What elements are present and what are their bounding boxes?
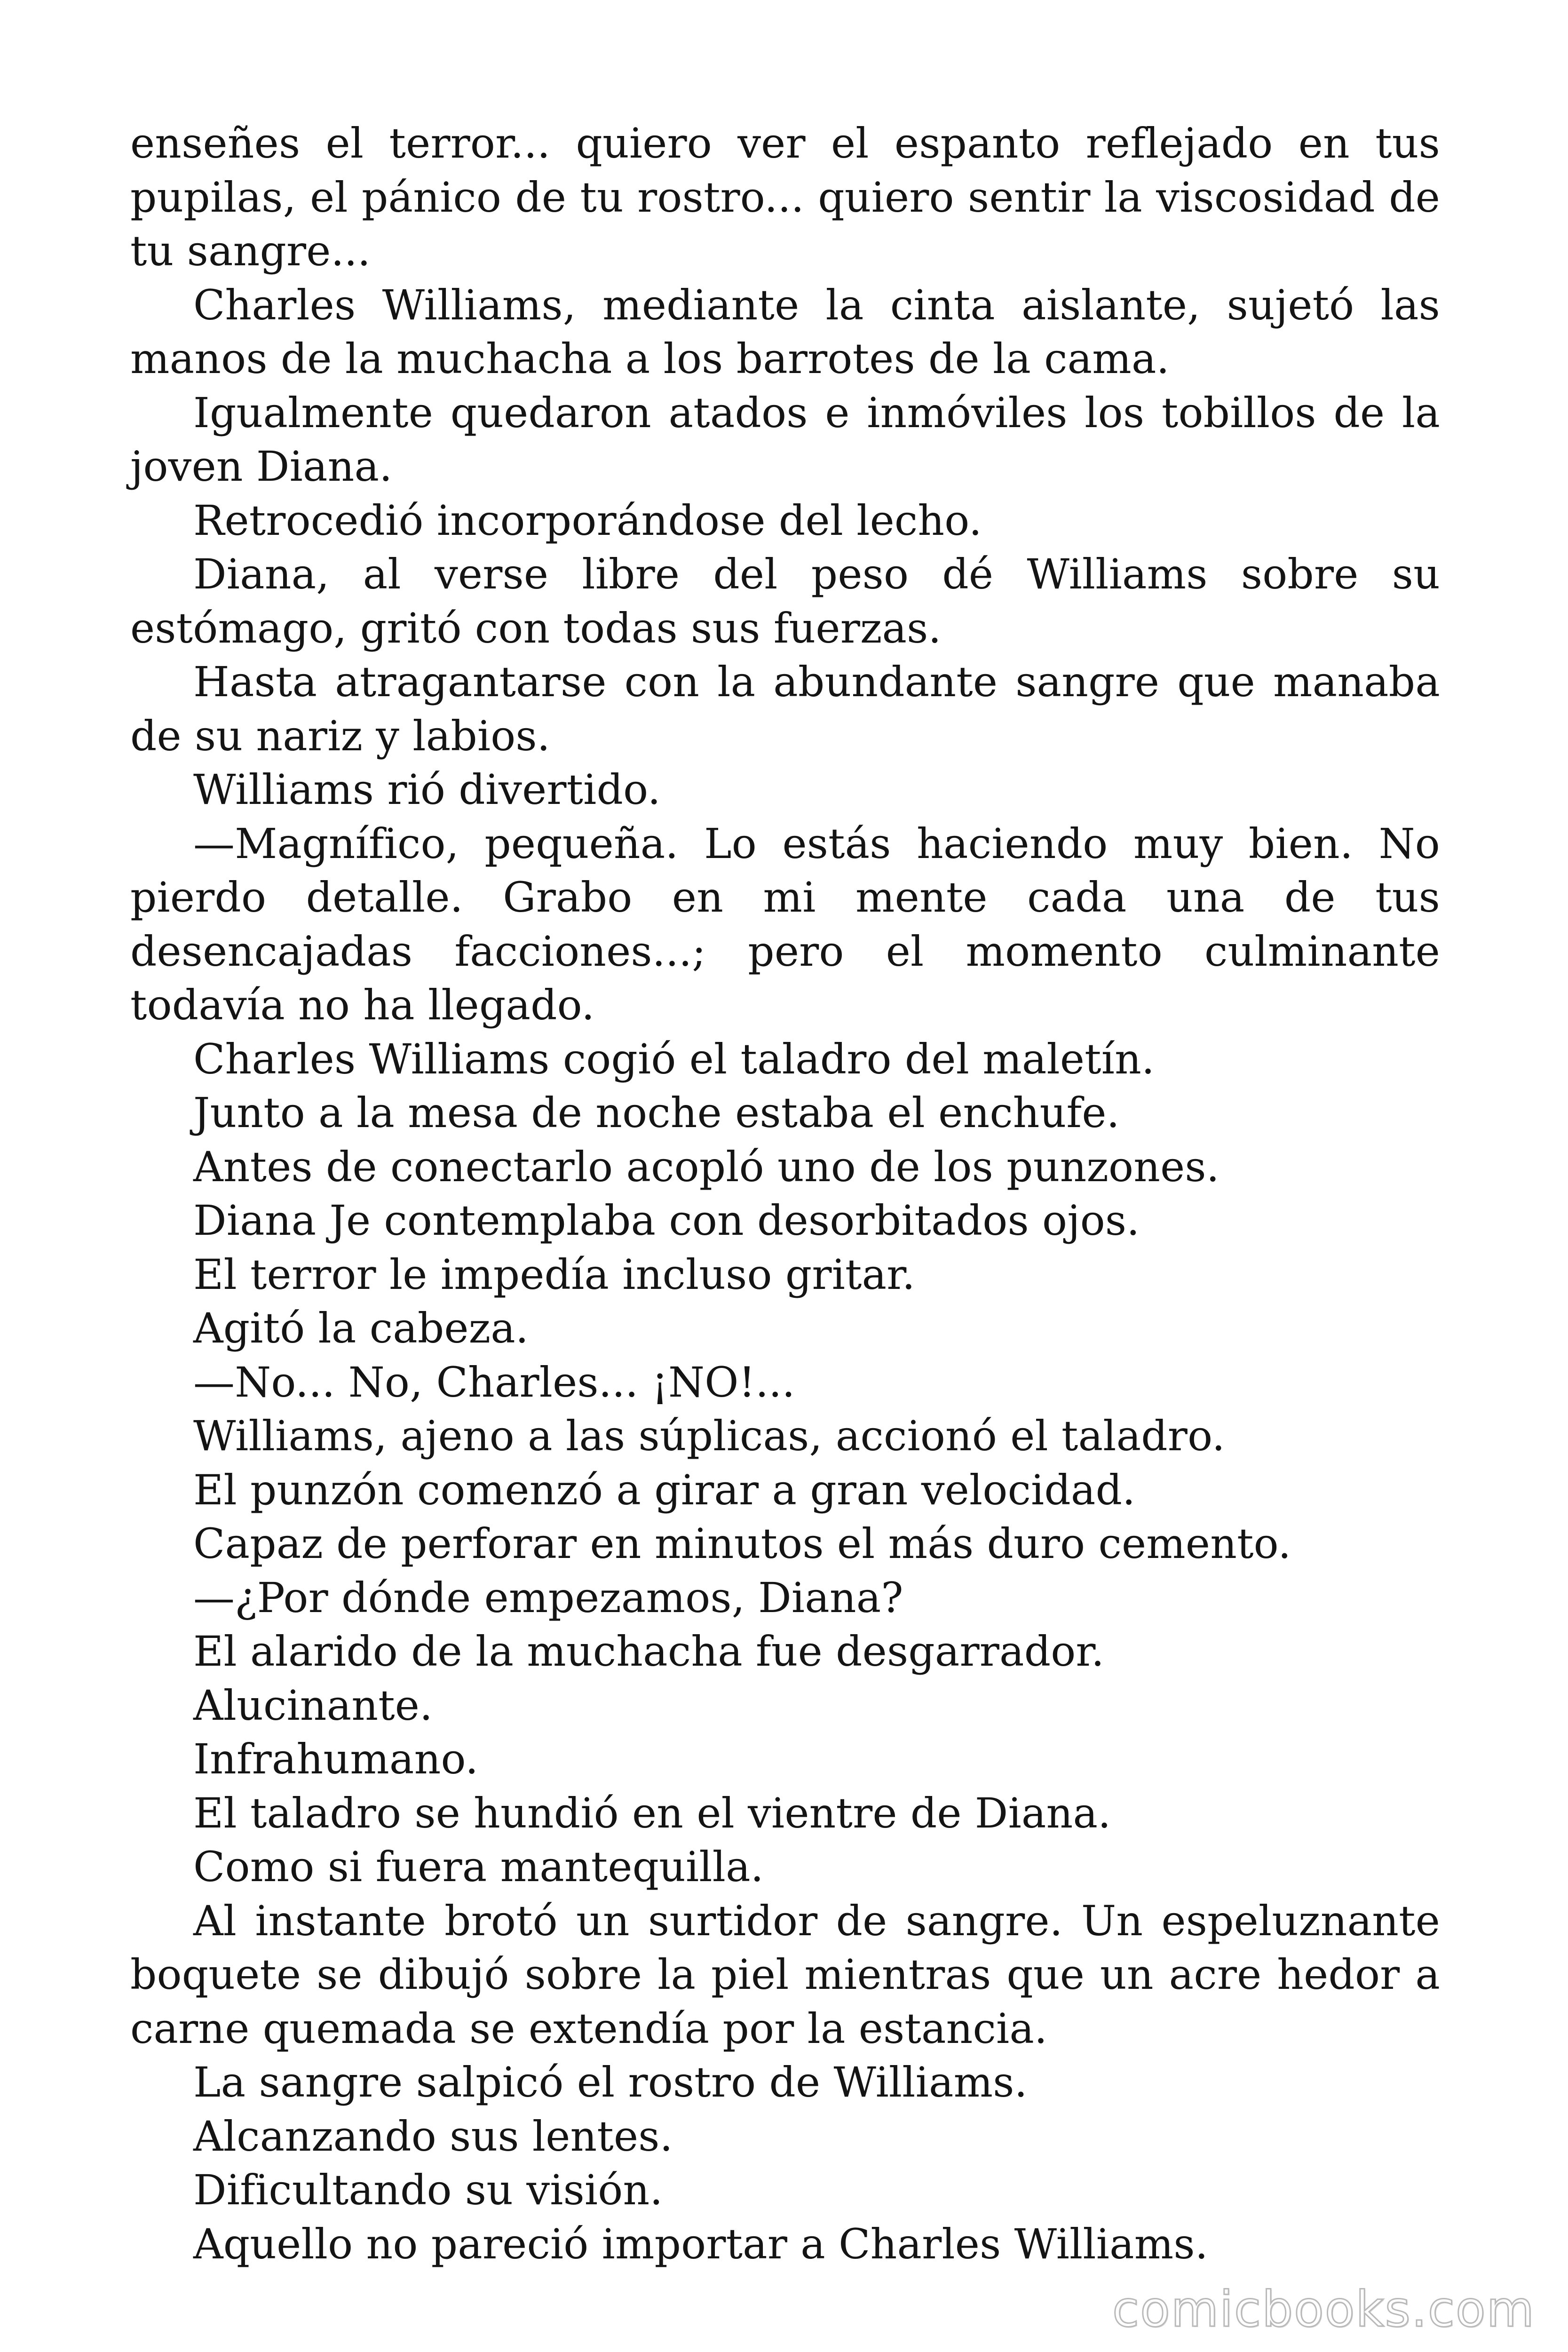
paragraph: El punzón comenzó a girar a gran velocidad.: [193, 1465, 1136, 1514]
paragraph: Alucinante.: [193, 1681, 433, 1730]
paragraph: Capaz de perforar en minutos el más duro cemento.: [193, 1519, 1291, 1568]
paragraph: Hasta atragantarse con la abundante sangre que manaba de su nariz y labios.: [130, 658, 1440, 760]
paragraph: Junto a la mesa de noche estaba el enchufe.: [193, 1089, 1120, 1137]
paragraph: La sangre salpicó el rostro de Williams.: [193, 2058, 1028, 2106]
paragraph: Igualmente quedaron atados e inmóviles los tobillos de la joven Diana.: [130, 388, 1440, 491]
paragraph: Infrahumano.: [193, 1735, 479, 1783]
paragraph: Charles Williams, mediante la cinta aislante, sujetó las manos de la muchacha a los barrotes de la cama.: [130, 280, 1440, 383]
paragraph: Diana, al verse libre del peso dé Williams sobre su estómago, gritó con todas sus fuerzas.: [130, 550, 1440, 652]
paragraph: Alcanzando sus lentes.: [193, 2112, 673, 2161]
paragraph: Williams rió divertido.: [193, 765, 661, 814]
paragraph: enseñes el terror... quiero ver el espanto reflejado en tus pupilas, el pánico de tu rostro... quiero sentir la viscosidad de tu sangre...: [130, 119, 1440, 275]
paragraph: Agitó la cabeza.: [193, 1304, 529, 1352]
paragraph: —Magnífico, pequeña. Lo estás haciendo muy bien. No pierdo detalle. Grabo en mi mente cada una de tus desencajadas facciones...; pero el momento culminante todavía no ha llegado.: [130, 819, 1440, 1029]
paragraph: —No... No, Charles... ¡NO!...: [193, 1358, 795, 1406]
paragraph: El alarido de la muchacha fue desgarrador.: [193, 1627, 1105, 1676]
paragraph: —¿Por dónde empezamos, Diana?: [193, 1573, 903, 1622]
paragraph: Retrocedió incorporándose del lecho.: [193, 496, 982, 545]
paragraph: El taladro se hundió en el vientre de Diana.: [193, 1788, 1111, 1837]
paragraph: Al instante brotó un surtidor de sangre. Un espeluznante boquete se dibujó sobre la piel mientras que un acre hedor a carne quemada se extendía por la estancia.: [130, 1896, 1440, 2053]
body-text: [130, 117, 1440, 2271]
paragraph: Como si fuera mantequilla.: [193, 1843, 764, 1891]
paragraph: Aquello no pareció importar a Charles Williams.: [193, 2219, 1208, 2268]
watermark-text: comicbooks.com: [1112, 2280, 1535, 2338]
paragraph: El terror le impedía incluso gritar.: [193, 1250, 916, 1299]
paragraph: Dificultando su visión.: [193, 2166, 663, 2214]
paragraph: Antes de conectarlo acopló uno de los punzones.: [193, 1142, 1220, 1191]
paragraph: Charles Williams cogió el taladro del maletín.: [193, 1034, 1155, 1083]
paragraph: Williams, ajeno a las súplicas, accionó el taladro.: [193, 1412, 1225, 1460]
paragraph: Diana Je contemplaba con desorbitados ojos.: [193, 1196, 1140, 1245]
